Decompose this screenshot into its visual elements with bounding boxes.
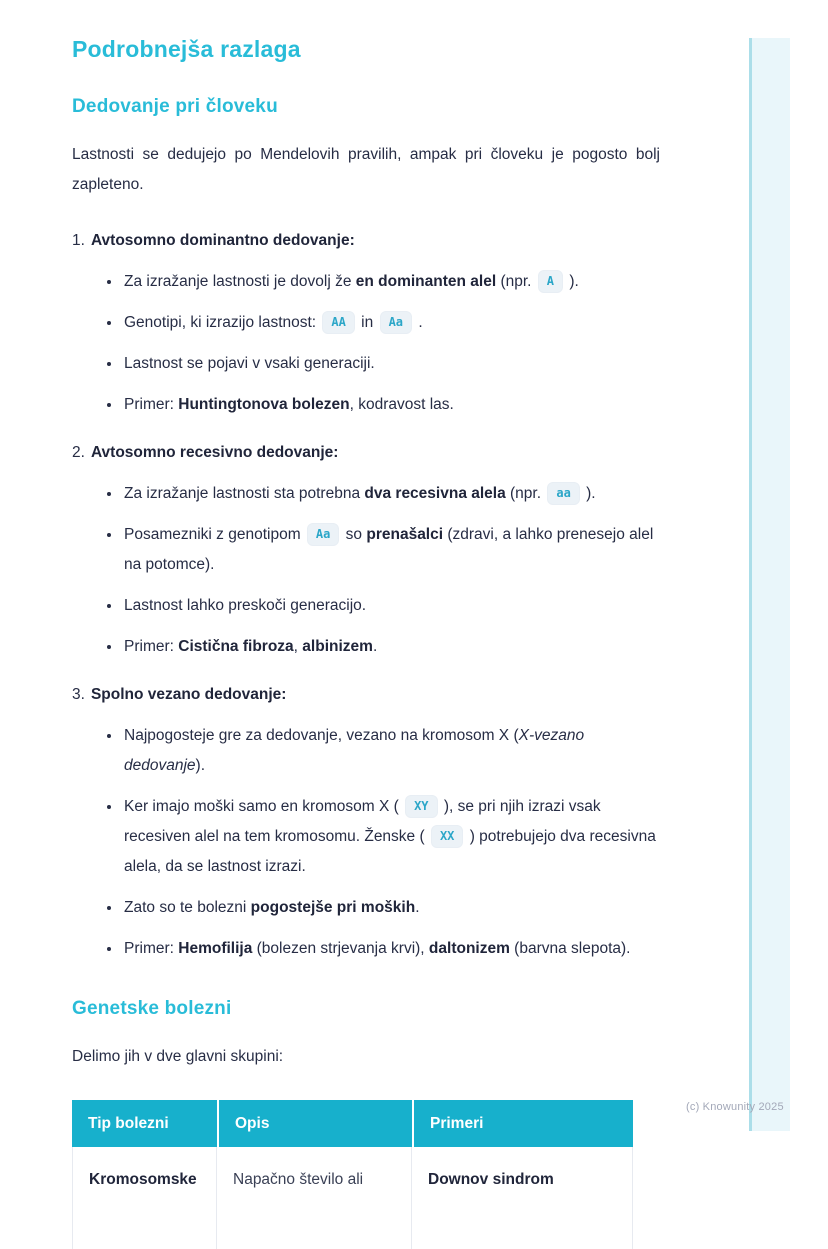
item-number: 2. [72, 444, 85, 462]
bold-text: daltonizem [428, 940, 510, 958]
bullet-item [122, 348, 660, 379]
bullet-item [122, 307, 660, 338]
numbered-item-1 [72, 226, 660, 420]
bullet-item [122, 590, 660, 621]
section-heading-dedovanje: Dedovanje pri človeku [72, 96, 278, 118]
genotype-badge: Aa [380, 311, 412, 334]
table-header-primeri: Primeri [412, 1100, 633, 1147]
table-cell-tip: Kromosomske [72, 1147, 217, 1249]
text-segment: ). [195, 757, 206, 775]
table-cell-opis: Napačno število ali [217, 1147, 412, 1249]
text-segment: Lastnost se pojavi v vsaki generaciji. [124, 355, 375, 373]
italic-text: X-vezano dedovanje [124, 727, 585, 775]
item-number: 3. [72, 686, 85, 704]
numbered-item-2 [72, 438, 660, 662]
section2-intro-paragraph: Delimo jih v dve glavni skupini: [72, 1048, 284, 1066]
bullet-item [122, 892, 660, 923]
text-segment: , [293, 638, 303, 656]
text-segment: ). [565, 273, 579, 291]
bold-text: Cistična fibroza [178, 638, 294, 656]
text-segment: in [356, 314, 378, 332]
text-segment: Primer: [124, 638, 179, 656]
genotype-badge: A [538, 270, 563, 293]
bullet-list [72, 266, 660, 420]
text-segment: Genotipi, ki izrazijo lastnost: [124, 314, 321, 332]
text-segment: . [372, 638, 378, 656]
text-segment: (npr. [496, 273, 536, 291]
genotype-badge: AA [322, 311, 354, 334]
bold-text: pogostejše pri moških [250, 899, 416, 917]
bold-text: Huntingtonova bolezen [178, 396, 350, 414]
text-segment: . [414, 314, 423, 332]
text-segment: (bolezen strjevanja krvi), [252, 940, 429, 958]
item-number: 1. [72, 232, 85, 250]
text-segment: Ker imajo moški samo en kromosom X ( [124, 798, 404, 816]
text-segment: Primer: [124, 396, 179, 414]
numbered-item-title [72, 438, 660, 468]
item-title-text: Avtosomno dominantno dedovanje: [90, 232, 355, 250]
genotype-badge: aa [547, 482, 579, 505]
footer-credit: (c) Knowunity 2025 [686, 1101, 784, 1113]
text-segment: Zato so te bolezni [124, 899, 251, 917]
item-title-text: Spolno vezano dedovanje: [90, 686, 287, 704]
table-cell-primeri: Downov sindrom [412, 1147, 633, 1249]
genotype-badge: Aa [307, 523, 339, 546]
text-segment: Za izražanje lastnosti je dovolj že [124, 273, 356, 291]
section1-intro-paragraph: Lastnosti se dedujejo po Mendelovih pravilih, ampak pri človeku je pogosto bolj zapleteno. [72, 146, 660, 194]
table-header-opis: Opis [217, 1100, 412, 1147]
text-segment: Za izražanje lastnosti sta potrebna [124, 485, 365, 503]
table-header-row [72, 1100, 633, 1147]
bullet-item [122, 519, 660, 580]
bullet-item [122, 933, 660, 964]
numbered-item-title [72, 680, 660, 710]
numbered-item-title [72, 226, 660, 256]
text-segment: Lastnost lahko preskoči generacijo. [124, 597, 367, 615]
bullet-item [122, 266, 660, 297]
bold-text: prenašalci [366, 526, 444, 544]
bold-text: en dominanten alel [355, 273, 497, 291]
text-segment: ), se pri njih izrazi vsak recesiven alel na tem kromosomu. Ženske ( [124, 798, 601, 846]
bullet-list [72, 478, 660, 662]
bullet-list [72, 720, 660, 964]
text-segment: Primer: [124, 940, 179, 958]
bullet-item [122, 478, 660, 509]
page-title: Podrobnejša razlaga [72, 36, 301, 62]
genotype-badge: XY [405, 795, 437, 818]
text-segment: (barvna slepota). [509, 940, 631, 958]
text-segment: (npr. [505, 485, 546, 503]
bullet-item [122, 720, 660, 781]
bold-text: albinizem [302, 638, 373, 656]
text-segment: . [415, 899, 420, 917]
content-column [72, 36, 660, 1249]
text-segment: so [341, 526, 367, 544]
disease-table [72, 1100, 633, 1249]
numbered-list [72, 226, 660, 964]
bold-text: Hemofilija [178, 940, 253, 958]
section-heading-genetske-bolezni: Genetske bolezni [72, 998, 232, 1020]
bullet-item [122, 389, 660, 420]
text-segment: , kodravost las. [349, 396, 454, 414]
genotype-badge: XX [431, 825, 463, 848]
numbered-item-3 [72, 680, 660, 964]
bold-text: dva recesivna alela [364, 485, 506, 503]
text-segment: ) potrebujejo dva recesivna alela, da se lastnost izrazi. [124, 828, 656, 876]
text-segment: Najpogosteje gre za dedovanje, vezano na kromosom X ( [124, 727, 519, 745]
bullet-item [122, 791, 660, 882]
table-row [72, 1147, 633, 1249]
item-title-text: Avtosomno recesivno dedovanje: [90, 444, 339, 462]
text-segment: ). [581, 485, 596, 503]
bullet-item [122, 631, 660, 662]
text-segment: (zdravi, a lahko prenesejo alel na potomce). [124, 526, 654, 574]
text-segment: Posamezniki z genotipom [124, 526, 305, 544]
table-header-tip-bolezni: Tip bolezni [72, 1100, 217, 1147]
